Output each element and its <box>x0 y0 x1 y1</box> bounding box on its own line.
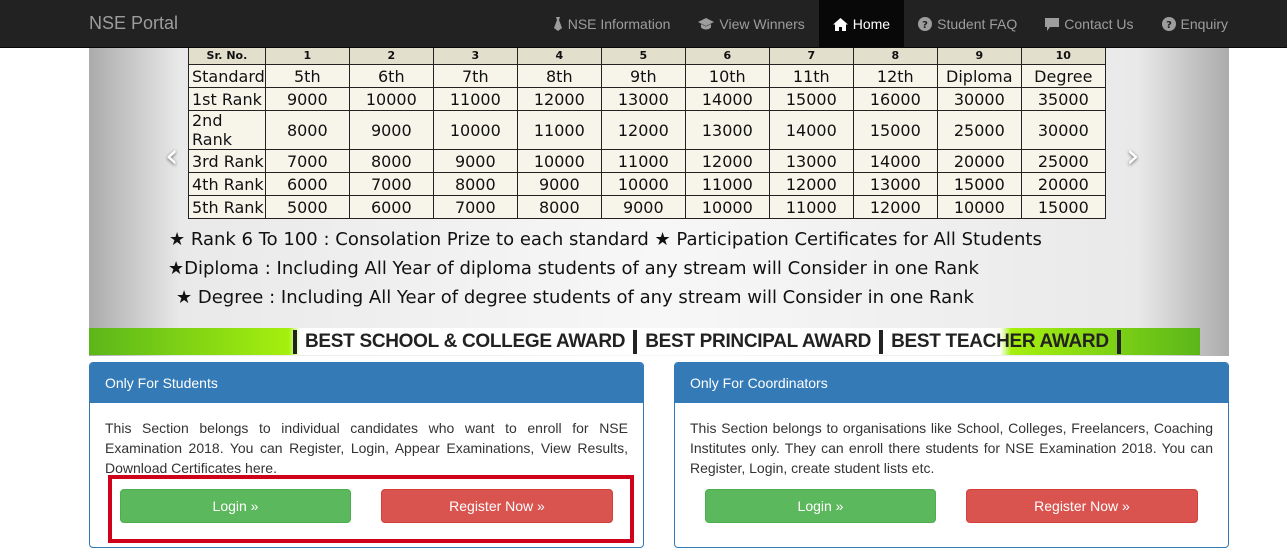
table-cell: 3rd Rank <box>189 150 266 173</box>
table-cell: 11000 <box>601 150 685 173</box>
divider <box>633 330 637 354</box>
award-list <box>285 329 1129 355</box>
table-header-cell: 8 <box>853 48 937 65</box>
table-cell: 30000 <box>1021 111 1105 150</box>
table-cell: 11000 <box>517 111 601 150</box>
table-cell: 13000 <box>685 111 769 150</box>
coordinators-panel-description: This Section belongs to organisations like School, Colleges, Freelancers, Coaching Institutes only. They can enroll there students for NSE Examination 2018. You can Register, Login, create student lists etc. <box>690 420 1213 476</box>
highlight-box <box>108 475 634 543</box>
table-cell: 12000 <box>853 196 937 219</box>
nav-label: View Winners <box>719 16 805 32</box>
nav-enquiry[interactable] <box>1148 0 1242 48</box>
coordinator-register-button[interactable]: Register Now » <box>966 489 1198 523</box>
prize-table-body <box>189 65 1106 219</box>
table-row <box>189 196 1106 219</box>
table-cell: 11000 <box>685 173 769 196</box>
table-cell: 1st Rank <box>189 88 266 111</box>
table-row <box>189 88 1106 111</box>
table-cell: 14000 <box>853 150 937 173</box>
table-cell: 14000 <box>685 88 769 111</box>
table-cell: 6th <box>349 65 433 88</box>
home-icon <box>833 18 848 31</box>
table-header-cell: 5 <box>601 48 685 65</box>
table-header-cell: Sr. No. <box>189 48 266 65</box>
student-register-button[interactable]: Register Now » <box>381 489 613 523</box>
table-cell: 10th <box>685 65 769 88</box>
table-cell: 9000 <box>265 88 349 111</box>
nav-label: NSE Information <box>567 16 671 32</box>
nav-view-winners[interactable] <box>684 0 818 48</box>
table-cell: 10000 <box>349 88 433 111</box>
table-cell: 15000 <box>769 88 853 111</box>
question-circle-icon <box>1162 17 1176 31</box>
coordinator-login-button[interactable]: Login » <box>705 489 936 523</box>
table-cell: 5th <box>265 65 349 88</box>
table-header-cell: 6 <box>685 48 769 65</box>
table-cell: 13000 <box>769 150 853 173</box>
table-cell: 13000 <box>601 88 685 111</box>
award-teacher: BEST TEACHER AWARD <box>891 331 1109 352</box>
nav-label: Student FAQ <box>937 16 1018 32</box>
table-cell: 9000 <box>601 196 685 219</box>
award-school-college: BEST SCHOOL & COLLEGE AWARD <box>305 331 626 352</box>
table-cell: 7000 <box>433 196 517 219</box>
students-panel-description: This Section belongs to individual candidates who want to enroll for NSE Examination 2018. You can Register, Login, Appear Examinations, View Results, Download Certificates here. <box>105 420 628 476</box>
divider <box>879 330 883 354</box>
table-header-cell: 7 <box>769 48 853 65</box>
nav-student-faq[interactable] <box>904 0 1031 48</box>
table-cell: 5th Rank <box>189 196 266 219</box>
table-cell: 30000 <box>937 88 1021 111</box>
table-header-cell: 3 <box>433 48 517 65</box>
table-cell: 15000 <box>1021 196 1105 219</box>
table-cell: 11000 <box>769 196 853 219</box>
table-cell: 4th Rank <box>189 173 266 196</box>
divider <box>1117 330 1121 354</box>
table-cell: 6000 <box>265 173 349 196</box>
table-cell: Standard <box>189 65 266 88</box>
table-row <box>189 173 1106 196</box>
table-header-cell: 2 <box>349 48 433 65</box>
nav-label: Home <box>852 16 891 32</box>
nav-label: Contact Us <box>1064 16 1134 32</box>
table-row <box>189 65 1106 88</box>
graduation-cap-icon <box>698 18 714 30</box>
coordinators-panel <box>674 362 1229 548</box>
nav-label: Enquiry <box>1180 16 1228 32</box>
table-cell: 14000 <box>769 111 853 150</box>
table-cell: Degree <box>1021 65 1105 88</box>
divider <box>293 330 297 354</box>
carousel-prev-icon[interactable]: ‹ <box>165 136 179 176</box>
table-cell: 25000 <box>1021 150 1105 173</box>
table-header-cell: 4 <box>517 48 601 65</box>
table-cell: 8th <box>517 65 601 88</box>
table-cell: 10000 <box>433 111 517 150</box>
note-degree: ★ Degree : Including All Year of degree students of any stream will Consider in one Rank <box>176 287 974 308</box>
table-cell: 9000 <box>349 111 433 150</box>
table-header-cell: 9 <box>937 48 1021 65</box>
table-cell: 10000 <box>685 196 769 219</box>
table-cell: 11000 <box>433 88 517 111</box>
prize-carousel <box>89 48 1229 356</box>
comment-icon <box>1045 18 1059 31</box>
table-cell: 16000 <box>853 88 937 111</box>
table-cell: 9000 <box>517 173 601 196</box>
main-nav <box>539 0 1242 48</box>
table-cell: 9th <box>601 65 685 88</box>
table-header-cell: 10 <box>1021 48 1105 65</box>
nav-contact-us[interactable] <box>1031 0 1147 48</box>
table-cell: 7000 <box>265 150 349 173</box>
table-cell: 9000 <box>433 150 517 173</box>
table-cell: 12000 <box>517 88 601 111</box>
table-cell: 6000 <box>349 196 433 219</box>
table-cell: 8000 <box>349 150 433 173</box>
svg-text:?: ? <box>922 20 929 31</box>
table-cell: 12000 <box>769 173 853 196</box>
table-cell: 10000 <box>937 196 1021 219</box>
table-cell: 10000 <box>601 173 685 196</box>
table-cell: 20000 <box>1021 173 1105 196</box>
carousel-next-icon[interactable]: › <box>1126 136 1140 176</box>
students-panel-title: Only For Students <box>90 363 643 403</box>
table-cell: 10000 <box>517 150 601 173</box>
table-header-row <box>189 48 1106 65</box>
table-cell: 12th <box>853 65 937 88</box>
table-cell: 11th <box>769 65 853 88</box>
table-cell: Diploma <box>937 65 1021 88</box>
question-circle-icon <box>918 17 932 31</box>
table-cell: 13000 <box>853 173 937 196</box>
table-cell: 8000 <box>433 173 517 196</box>
table-cell: 8000 <box>265 111 349 150</box>
table-row <box>189 111 1106 150</box>
brand-link[interactable]: NSE Portal <box>89 13 179 33</box>
svg-text:?: ? <box>1165 20 1172 31</box>
table-cell: 20000 <box>937 150 1021 173</box>
table-cell: 7th <box>433 65 517 88</box>
table-cell: 15000 <box>853 111 937 150</box>
student-login-button[interactable]: Login » <box>120 489 351 523</box>
top-navbar <box>0 0 1287 48</box>
table-cell: 35000 <box>1021 88 1105 111</box>
table-cell: 5000 <box>265 196 349 219</box>
coordinators-panel-title: Only For Coordinators <box>675 363 1228 403</box>
table-cell: 25000 <box>937 111 1021 150</box>
table-cell: 15000 <box>937 173 1021 196</box>
prize-table <box>188 48 1106 219</box>
table-cell: 8000 <box>517 196 601 219</box>
table-row <box>189 150 1106 173</box>
table-cell: 7000 <box>349 173 433 196</box>
note-diploma: ★Diploma : Including All Year of diploma students of any stream will Consider in one Rank <box>168 258 979 279</box>
award-principal: BEST PRINCIPAL AWARD <box>645 331 872 352</box>
table-cell: 12000 <box>601 111 685 150</box>
table-header-cell: 1 <box>265 48 349 65</box>
tie-icon <box>553 17 563 31</box>
table-cell: 2nd Rank <box>189 111 266 150</box>
nav-nse-information[interactable] <box>539 0 685 48</box>
table-cell: 12000 <box>685 150 769 173</box>
note-consolation: ★ Rank 6 To 100 : Consolation Prize to each standard ★ Participation Certificates for All Students <box>169 229 1042 250</box>
nav-home[interactable] <box>819 0 904 48</box>
